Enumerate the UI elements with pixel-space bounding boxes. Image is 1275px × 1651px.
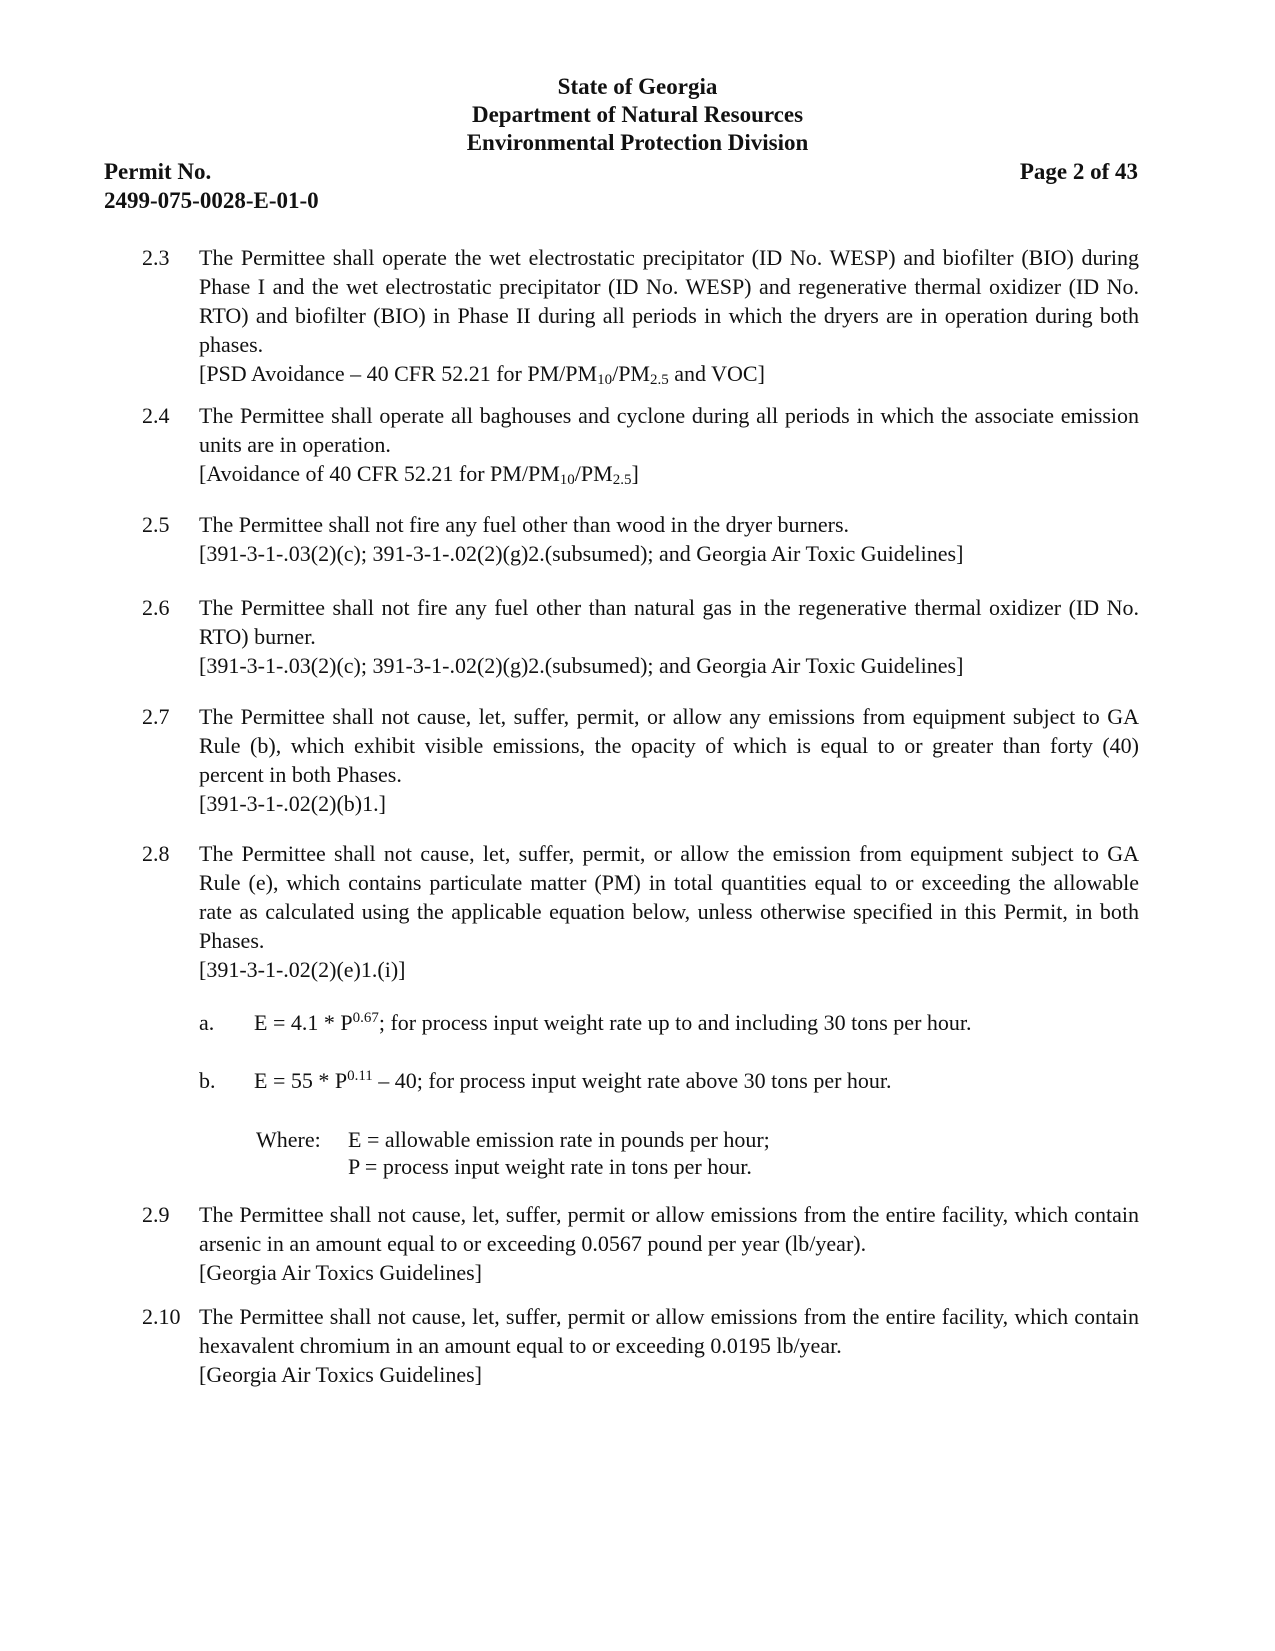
equation-b-label: b. (199, 1068, 216, 1093)
section-text: The Permittee shall not cause, let, suffer, permit, or allow any emissions from equipment subject to GA Rule (b), which exhibit visible emissions, the opacity of which is equal to or greater than forty (40) percent in both Phases. (199, 704, 1139, 787)
section-citation: [391-3-1-.03(2)(c); 391-3-1-.02(2)(g)2.(subsumed); and Georgia Air Toxic Guidelines] (199, 653, 964, 678)
section-2-3 (199, 243, 1139, 388)
section-2-9 (199, 1200, 1139, 1287)
section-2-7 (199, 702, 1139, 818)
header-state: State of Georgia (557, 74, 718, 99)
section-text: The Permittee shall not cause, let, suffer, permit or allow emissions from the entire facility, which contain hexavalent chromium in an amount equal to or exceeding 0.0195 lb/year. (199, 1304, 1139, 1358)
section-number: 2.5 (142, 512, 170, 537)
section-text: The Permittee shall not cause, let, suffer, permit or allow emissions from the entire facility, which contain arsenic in an amount equal to or exceeding 0.0567 pound per year (lb/year). (199, 1202, 1139, 1256)
section-text: The Permittee shall not fire any fuel other than natural gas in the regenerative thermal oxidizer (ID No. RTO) burner. (199, 595, 1139, 649)
section-2-4 (199, 401, 1139, 488)
section-citation: [Avoidance of 40 CFR 52.21 for $PM/PM_{10}/PM_{2.5}$] (199, 461, 639, 488)
section-citation: [391-3-1-.02(2)(e)1.(i)] (199, 957, 406, 982)
section-2-6 (199, 593, 1139, 680)
section-number: 2.9 (142, 1202, 170, 1227)
where-e-definition: E = allowable emission rate in pounds per hour; (348, 1127, 770, 1152)
section-citation: [Georgia Air Toxics Guidelines] (199, 1362, 482, 1387)
section-number: 2.7 (142, 704, 170, 729)
permit-number: 2499-075-0028-E-01-0 (104, 188, 319, 213)
section-citation: [PSD Avoidance – 40 CFR 52.21 for $PM/PM_{10}/PM_{2.5}$ and VOC] (199, 361, 765, 388)
header-division: Environmental Protection Division (466, 130, 809, 155)
where-p-definition: P = process input weight rate in tons per hour. (348, 1154, 752, 1179)
section-citation: [Georgia Air Toxics Guidelines] (199, 1260, 482, 1285)
permit-label: Permit No. (104, 159, 212, 184)
section-citation: [391-3-1-.03(2)(c); 391-3-1-.02(2)(g)2.(subsumed); and Georgia Air Toxic Guidelines] (199, 541, 964, 566)
equation-a: $E = 4.1 * P^{0.67}$; for process input weight rate up to and including 30 tons per hour. (254, 1010, 972, 1035)
page-number: Page 2 of 43 (1019, 159, 1138, 184)
section-number: 2.6 (142, 595, 170, 620)
section-number: 2.8 (142, 841, 170, 866)
section-text: The Permittee shall operate the wet electrostatic precipitator (ID No. WESP) and biofilter (BIO) during Phase I and the wet electrostatic precipitator (ID No. WESP) and regenerative thermal oxidizer (ID No. RTO) and biofilter (BIO) in Phase II during all periods in which the dryers are in operation during both phases. (199, 245, 1139, 357)
equation-a-label: a. (199, 1010, 215, 1035)
section-text: The Permittee shall not cause, let, suffer, permit, or allow the emission from equipment subject to GA Rule (e), which contains particulate matter (PM) in total quantities equal to or exceeding the allowable rate as calculated using the applicable equation below, unless otherwise specified in this Permit, in both Phases. (199, 841, 1139, 953)
section-number: 2.3 (142, 245, 170, 270)
section-2-5 (199, 510, 1139, 568)
where-label: Where: (256, 1127, 321, 1152)
equation-b: $E = 55 * P^{0.11} - 40$; for process input weight rate above 30 tons per hour. (254, 1068, 892, 1093)
section-2-10 (199, 1302, 1139, 1389)
header-department: Department of Natural Resources (471, 102, 804, 127)
section-2-8 (199, 839, 1139, 984)
section-number: 2.4 (142, 403, 170, 428)
section-text: The Permittee shall operate all baghouses and cyclone during all periods in which the associate emission units are in operation. (199, 403, 1139, 457)
section-text: The Permittee shall not fire any fuel other than wood in the dryer burners. (199, 512, 850, 537)
section-number: 2.10 (142, 1304, 181, 1329)
section-citation: [391-3-1-.02(2)(b)1.] (199, 791, 386, 816)
